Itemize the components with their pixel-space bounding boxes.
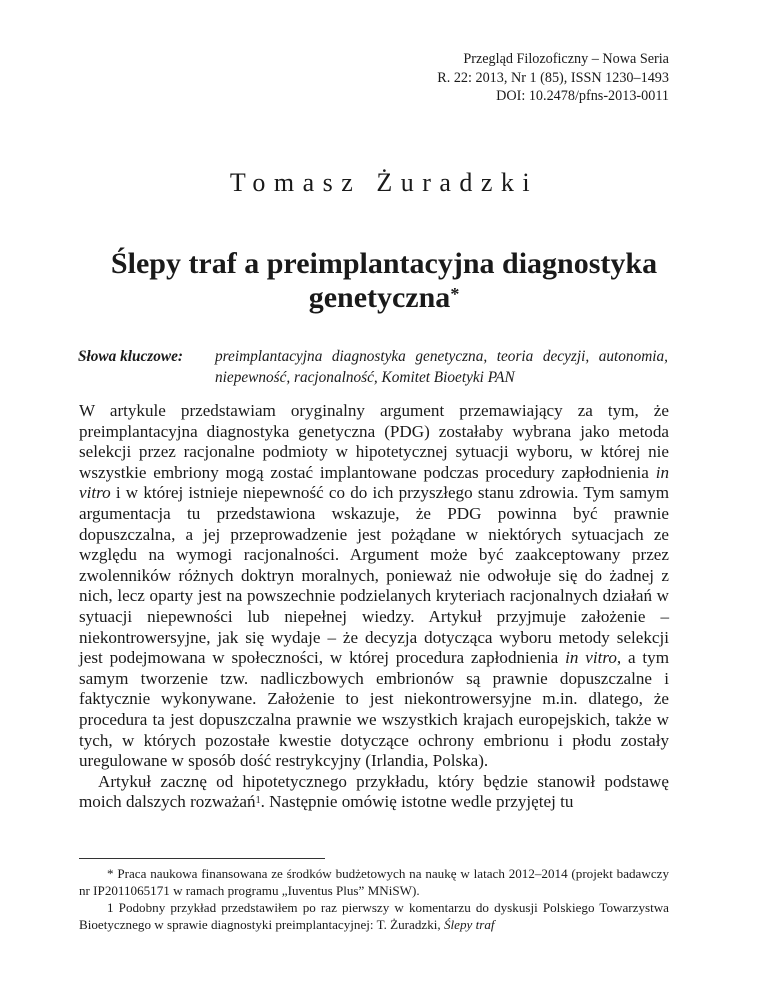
- author-name: Tomasz Żuradzki: [229, 168, 539, 197]
- keywords-block: [78, 346, 668, 388]
- paragraph-2-part-b: . Następnie omówię istotne wedle przyjętej tu: [260, 792, 574, 812]
- article-title: [80, 247, 688, 315]
- paragraph-1-italic-2: in vitro: [565, 648, 617, 668]
- footnote-1-text: Podobny przykład przedstawiłem po raz pierwszy w komentarzu do dyskusji Polskiego Towarzystwa Bioetycznego w sprawie diagnostyki preimplantacyjnej: T. Żuradzki,: [79, 900, 669, 932]
- paragraph-1-part-c: , a tym samym tworzenie tzw. nadliczbowych embrionów są prawnie dopuszczalne i faktycznie wykonywane. Założenie to jest niekontrowersyjne m.in. dlatego, że procedura ta jest dopuszczalna prawnie we wszystkich krajach europejskich, także w tych, w których pozostałe kwestie dotyczące ochrony embrionu i płodu zostały uregulowane w sposób dość restrykcyjny (Irlandia, Polska).: [79, 648, 670, 771]
- footnote-divider: [79, 858, 325, 859]
- journal-doi: DOI: 10.2478/pfns-2013-0011: [496, 88, 669, 105]
- paragraph-1-part-b: i w której istnieje niepewność co do ich przyszłego stanu zdrowia. Tym samym argumentacja tu przedstawiona wskazuje, że PDG powinna być prawnie dopuszczalna, a jej przeprowadzenie jest pożądane w niektórych sytuacjach ze względu na wymogi racjonalności. Argument może być zaakceptowany przez zwolenników różnych doktryn moralnych, ponieważ nie odwołuje się do żadnej z nich, lecz oparty jest na powszechnie podzielanych kryteriach racjonalnych działań w sytuacji niepewności lub niepełnej wiedzy. Artykuł przyjmuje założenie – niekontrowersyjne, jak się wydaje – że decyzja dotycząca wyboru metody selekcji jest podejmowana w społeczności, w której procedura zapłodnienia: [79, 483, 669, 668]
- title-line-2-text: genetyczna: [308, 281, 451, 314]
- keywords-text: preimplantacyjna diagnostyka genetyczna, teoria decyzji, autonomia, niepewność, racjonalność, Komitet Bioetyki PAN: [215, 348, 668, 386]
- footnote-1-italic: Ślepy traf: [443, 917, 495, 932]
- keywords-label: Słowa kluczowe:: [78, 348, 183, 365]
- footnote-star: * Praca naukowa finansowana ze środków budżetowych na naukę w latach 2012–2014 (projekt badawczy nr IP2011065171 w ramach programu „Iuventus Plus” MNiSW).: [79, 866, 669, 898]
- journal-header: [437, 50, 669, 106]
- paragraph-2: [79, 772, 669, 813]
- paragraph-2-part-a: Artykuł zacznę od hipotetycznego przykładu, który będzie stanowił podstawę moich dalszych rozważań: [79, 771, 669, 812]
- journal-volume: R. 22: 2013, Nr 1 (85), ISSN 1230–1493: [437, 69, 669, 86]
- paragraph-1-italic-1: in vitro: [79, 462, 669, 503]
- footnote-ref-1: 1: [255, 795, 261, 807]
- title-footnote-mark: *: [450, 284, 460, 304]
- title-line-2: [80, 281, 688, 315]
- title-line-1: Ślepy traf a preimplantacyjna diagnostyka: [110, 247, 658, 280]
- journal-name: Przegląd Filozoficzny – Nowa Seria: [463, 51, 669, 67]
- footnote-1-number: 1: [107, 900, 114, 915]
- article-body: [79, 401, 669, 813]
- paragraph-1-part-a: W artykule przedstawiam oryginalny argument przemawiający za tym, że preimplantacyjna diagnostyka genetyczna (PDG) zostałaby wybrana jako metoda selekcji przez racjonalne podmioty w hipotetycznej sytuacji wyboru, w której nie wszystkie embriony mogą zostać implantowane podczas procedury zapłodnienia: [79, 401, 669, 482]
- footnotes: [79, 865, 669, 933]
- footnote-1: [79, 899, 669, 933]
- paragraph-1: [79, 401, 669, 772]
